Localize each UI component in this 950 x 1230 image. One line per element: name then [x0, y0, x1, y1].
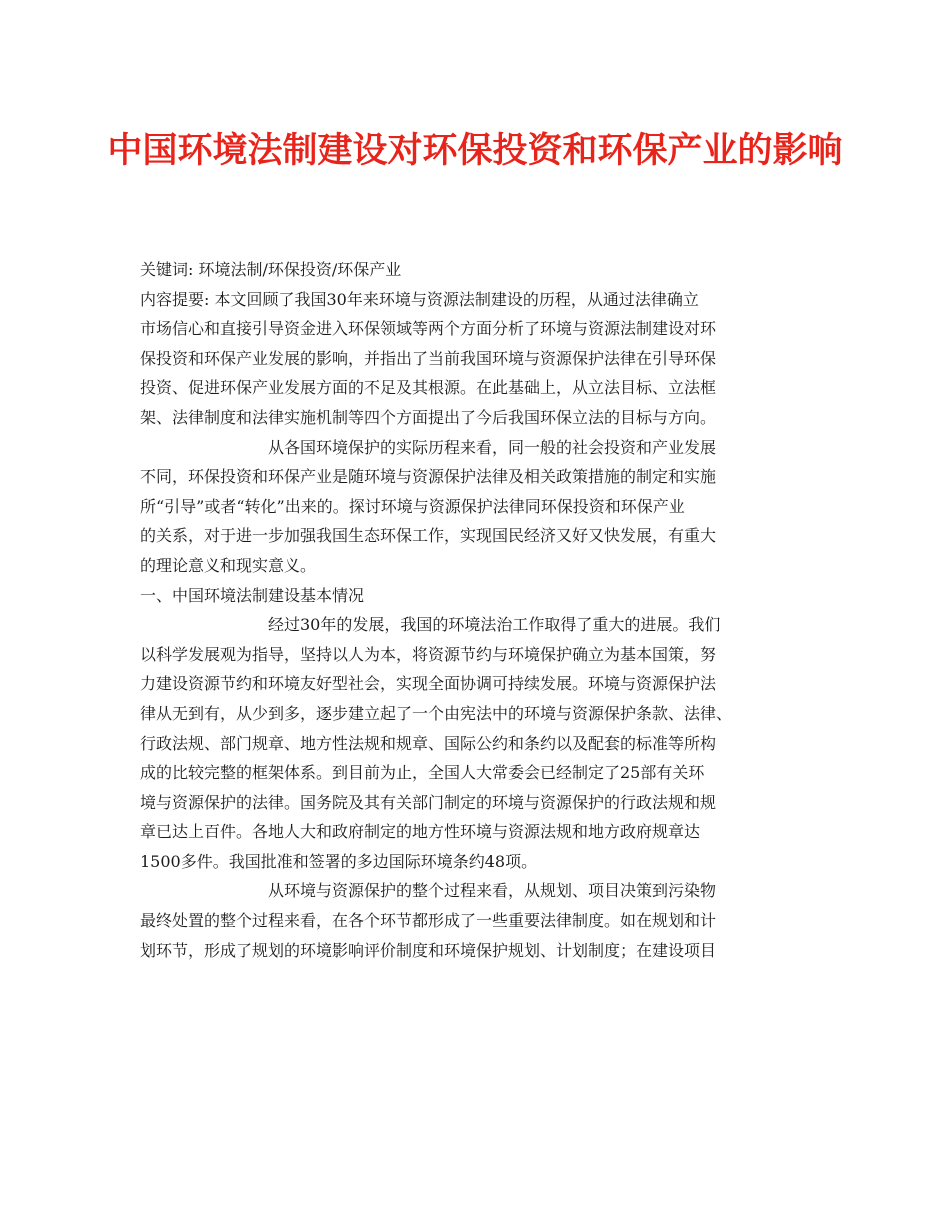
text-line: 律从无到有，从少到多，逐步建立起了一个由宪法中的环境与资源保护条款、法律、	[140, 703, 733, 723]
text-line: 的理论意义和现实意义。	[140, 555, 317, 575]
text-line: 划环节，形成了规划的环境影响评价制度和环境保护规划、计划制度；在建设项目	[140, 940, 717, 960]
text-line: 的关系，对于进一步加强我国生态环保工作，实现国民经济又好又快发展，有重大	[140, 526, 717, 546]
document-title: 中国环境法制建设对环保投资和环保产业的影响	[107, 131, 843, 171]
text-line: 最终处置的整个过程来看，在各个环节都形成了一些重要法律制度。如在规划和计	[140, 911, 717, 931]
text-line: 投资、促进环保产业发展方面的不足及其根源。在此基础上，从立法目标、立法框	[140, 378, 717, 398]
text-line: 从各国环境保护的实际历程来看，同一般的社会投资和产业发展	[268, 437, 717, 457]
text-line: 经过30年的发展，我国的环境法治工作取得了重大的进展。我们	[268, 615, 721, 635]
text-line: 一、中国环境法制建设基本情况	[140, 585, 365, 605]
text-line: 架、法律制度和法律实施机制等四个方面提出了今后我国环保立法的目标与方向。	[140, 407, 717, 427]
text-line: 不同，环保投资和环保产业是随环境与资源保护法律及相关政策措施的制定和实施	[140, 467, 717, 487]
text-line: 从环境与资源保护的整个过程来看，从规划、项目决策到污染物	[268, 881, 717, 901]
text-line: 行政法规、部门规章、地方性法规和规章、国际公约和条约以及配套的标准等所构	[140, 733, 717, 753]
text-line: 1500多件。我国批准和签署的多边国际环境条约48项。	[140, 851, 538, 871]
document-body	[140, 255, 815, 965]
text-line: 市场信心和直接引导资金进入环保领域等两个方面分析了环境与资源法制建设对环	[140, 319, 717, 339]
text-line: 境与资源保护的法律。国务院及其有关部门制定的环境与资源保护的行政法规和规	[140, 792, 717, 812]
text-line: 章已达上百件。各地人大和政府制定的地方性环境与资源法规和地方政府规章达	[140, 822, 701, 842]
text-line: 保投资和环保产业发展的影响，并指出了当前我国环境与资源保护法律在引导环保	[140, 348, 717, 368]
text-line: 力建设资源节约和环境友好型社会，实现全面协调可持续发展。环境与资源保护法	[140, 674, 717, 694]
text-line: 成的比较完整的框架体系。到目前为止，全国人大常委会已经制定了25部有关环	[140, 763, 705, 783]
text-line: 所“引导”或者“转化”出来的。探讨环境与资源保护法律同环保投资和环保产业	[140, 496, 685, 516]
text-line: 内容提要: 本文回顾了我国30年来环境与资源法制建设的历程，从通过法律确立	[140, 289, 699, 309]
text-line: 以科学发展观为指导，坚持以人为本，将资源节约与环境保护确立为基本国策，努	[140, 644, 717, 664]
text-line: 关键词: 环境法制/环保投资/环保产业	[140, 260, 402, 279]
